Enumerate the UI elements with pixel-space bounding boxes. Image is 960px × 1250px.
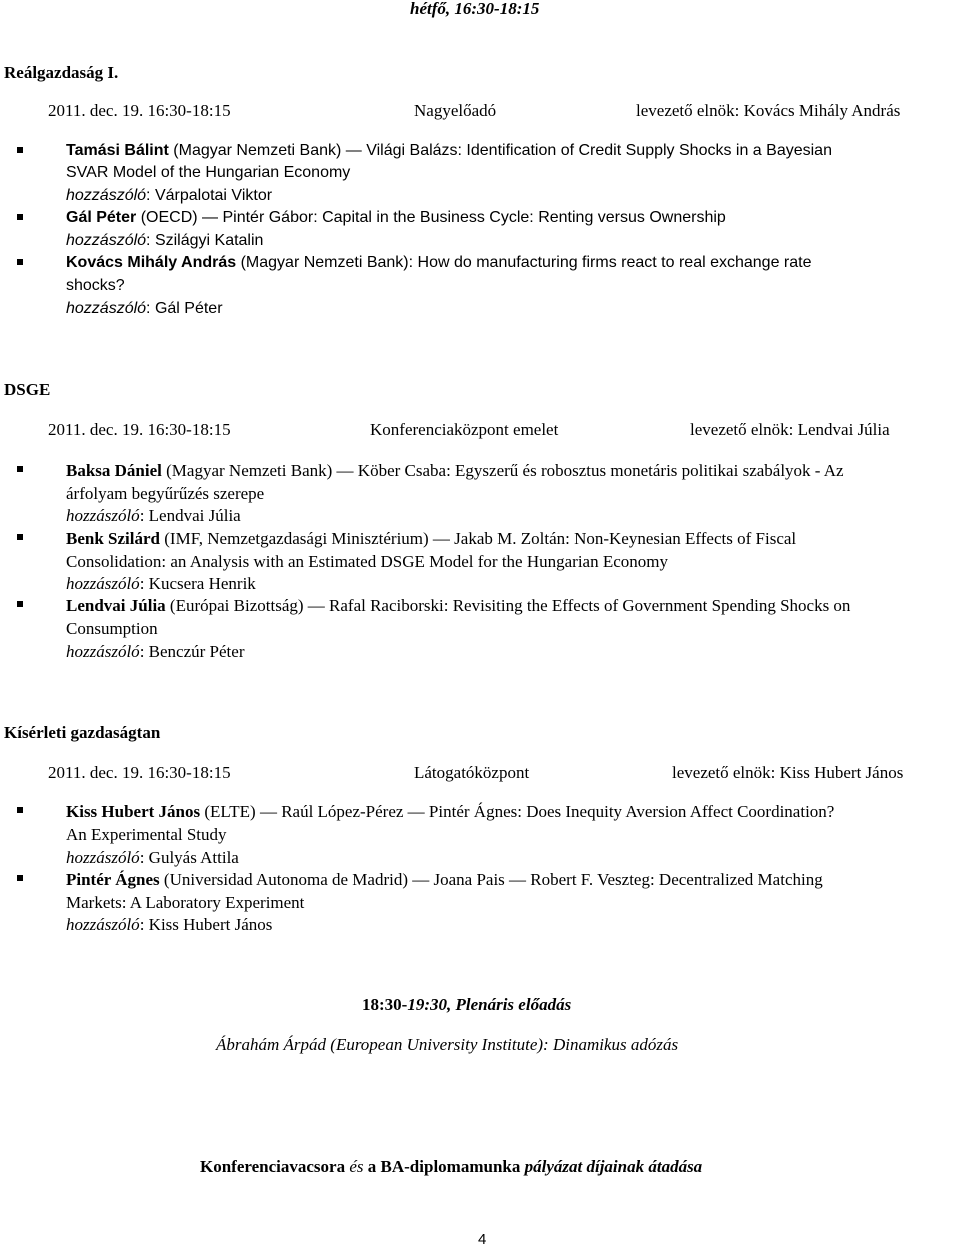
paper-info: (Magyar Nemzeti Bank): How do manufacturing firms react to real exchange rate [236,254,812,271]
paper-info: (Magyar Nemzeti Bank) — Köber Csaba: Egyszerű és robosztus monetáris politikai szabályok - Az [161,461,844,480]
dinner-part1: Konferenciavacsora [200,1157,350,1176]
discussant-name: : Lendvai Júlia [139,506,241,525]
discussant-label: hozzászóló [66,848,140,867]
plenary-time-start: 18:30- [362,995,408,1014]
paper-info-continued: árfolyam begyűrűzés szerepe [66,484,265,503]
plenary-time-title: 19:30, Plenáris előadás [407,995,572,1014]
discussant-line [66,575,256,592]
bullet-icon [17,601,23,607]
session-date: 2011. dec. 19. 16:30-18:15 [48,420,231,439]
session-title-dsge: DSGE [4,380,51,399]
presenter-name: Baksa Dániel [66,461,162,480]
paper-entry [66,143,832,159]
paper-info: (ELTE) — Raúl López-Pérez — Pintér Ágnes: Does Inequity Aversion Affect Coordination? [200,802,835,821]
presenter-name: Tamási Bálint [66,142,169,159]
session-chair: levezető elnök: Lendvai Júlia [690,420,890,439]
discussant-name: : Kucsera Henrik [139,574,256,593]
page-number: 4 [478,1231,487,1248]
discussant-name: : Gál Péter [146,300,223,317]
bullet-icon [17,807,23,813]
paper-info-continued: Consolidation: an Analysis with an Estimated DSGE Model for the Hungarian Economy [66,552,668,571]
discussant-label: hozzászóló [66,574,140,593]
dinner-part3: a BA-diplomamunka [363,1157,525,1176]
session-chair: levezető elnök: Kiss Hubert János [672,763,904,782]
paper-info: (OECD) — Pintér Gábor: Capital in the Business Cycle: Renting versus Ownership [136,209,726,226]
presenter-name: Kiss Hubert János [66,802,201,821]
day-time-header: hétfő, 16:30-18:15 [410,0,540,18]
discussant-line [66,643,244,660]
bullet-icon [17,147,23,153]
session-title-kiserleti: Kísérleti gazdaságtan [4,723,161,742]
paper-info: (IMF, Nemzetgazdasági Minisztérium) — Jakab M. Zoltán: Non-Keynesian Effects of Fiscal [160,529,797,548]
discussant-label: hozzászóló [66,187,147,204]
paper-info: (Európai Bizottság) — Rafal Raciborski: Revisiting the Effects of Government Spending Shocks on [165,596,851,615]
dinner-line [200,1158,702,1175]
paper-info-continued: SVAR Model of the Hungarian Economy [66,164,351,181]
paper-entry [66,255,812,271]
discussant-label: hozzászóló [66,300,147,317]
paper-info-continued: Consumption [66,619,158,638]
dinner-part4: pályázat díjainak átadása [524,1157,703,1176]
presenter-name: Pintér Ágnes [66,870,160,889]
paper-entry [66,803,834,820]
discussant-line [66,916,272,933]
session-date: 2011. dec. 19. 16:30-18:15 [48,763,231,782]
dinner-part2: és [349,1157,364,1176]
discussant-name: : Szilágyi Katalin [146,232,264,249]
presenter-name: Benk Szilárd [66,529,160,548]
discussant-label: hozzászóló [66,506,140,525]
discussant-label: hozzászóló [66,642,140,661]
paper-entry [66,871,823,888]
session-date: 2011. dec. 19. 16:30-18:15 [48,101,231,120]
session-title-realgazdasag: Reálgazdaság I. [4,63,119,82]
paper-entry [66,210,726,226]
paper-info-continued: Markets: A Laboratory Experiment [66,893,305,912]
presenter-name: Lendvai Júlia [66,596,166,615]
discussant-line [66,233,263,249]
session-chair: levezető elnök: Kovács Mihály András [636,101,901,120]
discussant-label: hozzászóló [66,232,147,249]
discussant-line [66,188,272,204]
bullet-icon [17,214,23,220]
discussant-line [66,507,241,524]
bullet-icon [17,466,23,472]
bullet-icon [17,875,23,881]
plenary-speaker: Ábrahám Árpád (European University Institute): Dinamikus adózás [216,1035,679,1054]
bullet-icon [17,534,23,540]
discussant-name: : Benczúr Péter [139,642,245,661]
paper-info: (Universidad Autonoma de Madrid) — Joana Pais — Robert F. Veszteg: Decentralized Matching [159,870,823,889]
discussant-name: : Kiss Hubert János [139,915,273,934]
plenary-heading [362,996,571,1013]
discussant-line [66,849,239,866]
bullet-icon [17,259,23,265]
paper-entry [66,597,850,614]
paper-entry [66,530,796,547]
session-room: Konferenciaközpont emelet [370,420,559,439]
paper-info-continued: An Experimental Study [66,825,227,844]
discussant-label: hozzászóló [66,915,140,934]
session-room: Nagyelőadó [414,101,497,120]
session-room: Látogatóközpont [414,763,530,782]
paper-entry [66,462,844,479]
presenter-name: Kovács Mihály András [66,254,237,271]
discussant-name: : Várpalotai Viktor [146,187,273,204]
discussant-name: : Gulyás Attila [139,848,239,867]
paper-info: (Magyar Nemzeti Bank) — Világi Balázs: Identification of Credit Supply Shocks in a Bayesian [168,142,832,159]
presenter-name: Gál Péter [66,209,137,226]
discussant-line [66,301,223,317]
paper-info-continued: shocks? [66,277,125,294]
